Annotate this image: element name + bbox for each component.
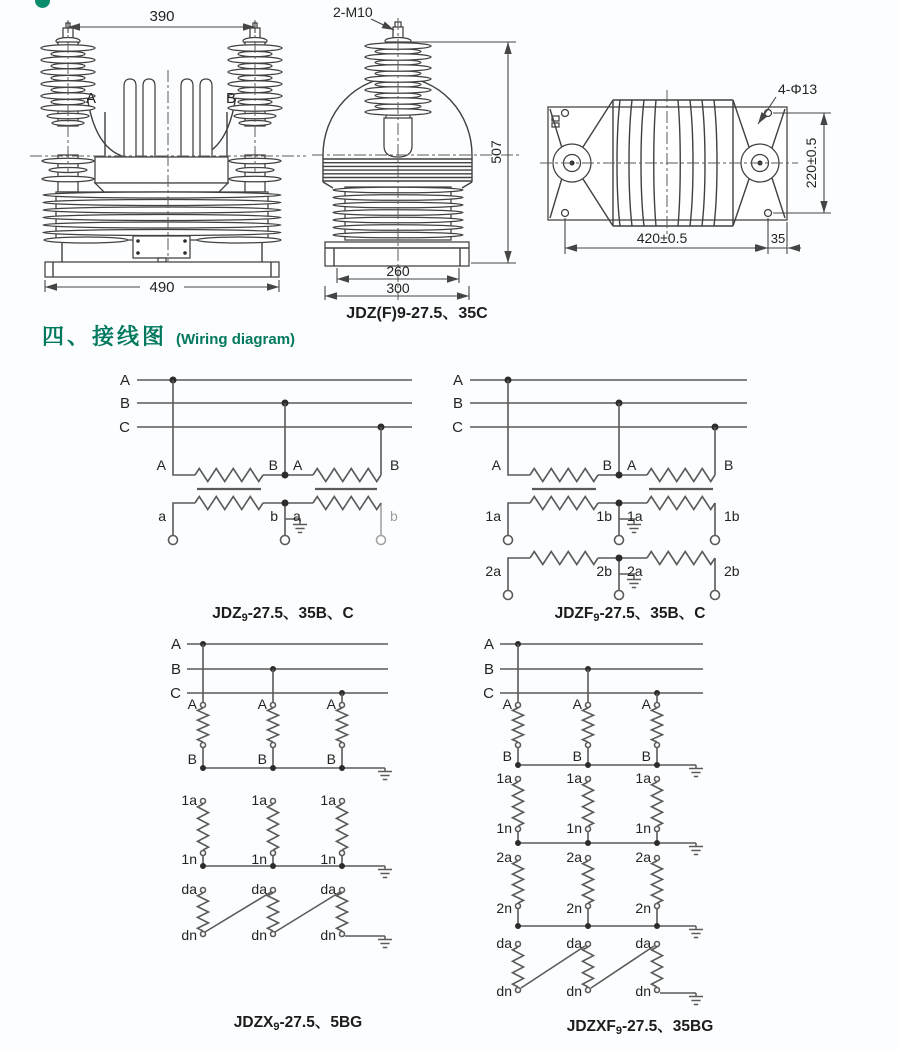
- winding-label: B: [326, 751, 336, 767]
- dim-390-label: 390: [149, 8, 175, 25]
- caption-jdzx9: JDZX9-27.5、5BG: [233, 1014, 363, 1033]
- winding-label: 1n: [566, 820, 582, 836]
- winding-label: dn: [566, 983, 582, 999]
- winding-label: B: [572, 748, 582, 764]
- bolt-spec-label: 2-M10: [333, 4, 373, 20]
- winding-label: A: [502, 696, 512, 712]
- winding-label: B: [187, 751, 197, 767]
- winding-label: da: [181, 881, 197, 897]
- bus-lines: [119, 372, 412, 436]
- ground-icon: [689, 843, 703, 855]
- winding-label: 2b: [596, 563, 612, 579]
- caption-jdz9: JDZ9-27.5、35B、C: [212, 605, 354, 624]
- winding-label: A: [187, 696, 197, 712]
- section-title-en: (Wiring diagram): [176, 331, 296, 348]
- bus-label: A: [483, 636, 494, 653]
- wiring-diagram-jdzxf9: [455, 632, 770, 1042]
- bus-label: A: [452, 372, 463, 389]
- winding-label: A: [641, 696, 651, 712]
- front-body: [41, 23, 282, 277]
- winding-label: 1a: [251, 792, 267, 808]
- winding-label: A: [293, 457, 303, 473]
- winding-label: 1b: [596, 508, 612, 524]
- winding-label: 1n: [181, 851, 197, 867]
- winding-label: A: [326, 696, 336, 712]
- winding-label: b: [270, 508, 278, 524]
- front-terminal-a-label: A: [85, 90, 97, 107]
- winding-label: B: [502, 748, 512, 764]
- winding-label: 1n: [251, 851, 267, 867]
- section-title-zh: 四、接线图: [42, 324, 168, 349]
- winding-label: 1n: [496, 820, 512, 836]
- ground-icon: [689, 765, 703, 777]
- winding-label: da: [320, 881, 336, 897]
- winding-label: dn: [181, 927, 197, 943]
- dim-260-label: 260: [386, 263, 410, 279]
- winding-label: a: [158, 508, 166, 524]
- open-delta-row: [181, 881, 392, 948]
- bus-label: C: [119, 419, 130, 436]
- bus-label: C: [170, 685, 181, 702]
- dim-35-label: 35: [770, 231, 786, 246]
- winding-label: 1a: [635, 770, 651, 786]
- wiring-diagram-jdzf9: [432, 368, 762, 628]
- winding-label: 1a: [320, 792, 336, 808]
- winding-label: A: [627, 457, 637, 473]
- bus-label: C: [452, 419, 463, 436]
- winding-label: da: [251, 881, 267, 897]
- winding-label: B: [268, 457, 278, 473]
- winding-label: A: [491, 457, 501, 473]
- bus-lines: [452, 372, 747, 436]
- winding-label: B: [602, 457, 612, 473]
- winding-label: 1a: [485, 508, 501, 524]
- side-view-drawing: [315, 0, 525, 330]
- primary-winding: [157, 380, 400, 489]
- front-view-drawing: [25, 0, 315, 330]
- dim-490-label: 490: [149, 279, 175, 296]
- primary-winding: [492, 380, 734, 489]
- winding-label: da: [496, 935, 512, 951]
- winding-label: B: [390, 457, 400, 473]
- bus-label: B: [483, 661, 494, 678]
- winding-label: 1b: [724, 508, 740, 524]
- winding-label: 1a: [627, 508, 643, 524]
- caption-side-view: JDZ(F)9-27.5、35C: [346, 305, 488, 322]
- dim-420-label: 420±0.5: [636, 230, 688, 246]
- secondary-row-1n: [181, 792, 392, 878]
- winding-label: 2a: [566, 849, 582, 865]
- bus-label: A: [170, 636, 181, 653]
- bus-lines: [483, 636, 703, 703]
- primary-row: [503, 696, 703, 777]
- winding-label: B: [257, 751, 267, 767]
- primary-row: [188, 696, 392, 780]
- winding-label: dn: [320, 927, 336, 943]
- ground-icon: [378, 866, 392, 878]
- winding-label: B: [724, 457, 734, 473]
- secondary-winding: [158, 497, 398, 545]
- winding-label: A: [257, 696, 267, 712]
- dim-220-label: 220±0.5: [803, 137, 819, 189]
- bus-label: B: [119, 395, 130, 412]
- secondary-winding-2: [485, 552, 739, 600]
- wiring-diagram-jdzx9: [160, 632, 460, 1037]
- ground-icon: [378, 936, 392, 948]
- winding-label: a: [293, 508, 301, 524]
- secondary-row-1n: [496, 770, 703, 855]
- winding-label: 2b: [724, 563, 740, 579]
- bus-label: C: [483, 685, 494, 702]
- ground-icon: [378, 768, 392, 780]
- winding-label: 2n: [566, 900, 582, 916]
- dim-300-label: 300: [386, 280, 410, 296]
- hole-spec-label: 4-Φ13: [778, 81, 818, 97]
- winding-label: da: [635, 935, 651, 951]
- winding-label: 2a: [627, 563, 643, 579]
- winding-label: 1a: [181, 792, 197, 808]
- bus-label: B: [452, 395, 463, 412]
- winding-label: 2a: [485, 563, 501, 579]
- winding-label: 1n: [320, 851, 336, 867]
- winding-label: dn: [496, 983, 512, 999]
- dim-507-label: 507: [488, 140, 504, 164]
- winding-label: 1a: [496, 770, 512, 786]
- winding-label: B: [641, 748, 651, 764]
- winding-label: 2a: [635, 849, 651, 865]
- bus-lines: [170, 636, 388, 703]
- top-view-drawing: [535, 55, 900, 265]
- winding-label: 1a: [566, 770, 582, 786]
- wiring-diagram-jdz9: [95, 368, 425, 628]
- winding-label: 1n: [635, 820, 651, 836]
- section-header: [42, 320, 295, 351]
- ground-icon: [689, 926, 703, 938]
- winding-label: da: [566, 935, 582, 951]
- winding-label: dn: [251, 927, 267, 943]
- caption-jdzf9: JDZF9-27.5、35B、C: [554, 605, 706, 624]
- secondary-winding-1: [485, 497, 739, 545]
- ground-icon: [689, 993, 703, 1005]
- caption-jdzxf9: JDZXF9-27.5、35BG: [566, 1018, 714, 1037]
- winding-label: 2n: [496, 900, 512, 916]
- front-terminal-b-label: B: [225, 90, 237, 107]
- winding-label: dn: [635, 983, 651, 999]
- winding-label: A: [156, 457, 166, 473]
- bus-label: A: [119, 372, 130, 389]
- secondary-row-2n: [496, 849, 703, 938]
- winding-label: A: [572, 696, 582, 712]
- winding-label: 2n: [635, 900, 651, 916]
- open-delta-row: [496, 935, 703, 1005]
- winding-label: b: [390, 508, 398, 524]
- winding-label: 2a: [496, 849, 512, 865]
- bus-label: B: [170, 661, 181, 678]
